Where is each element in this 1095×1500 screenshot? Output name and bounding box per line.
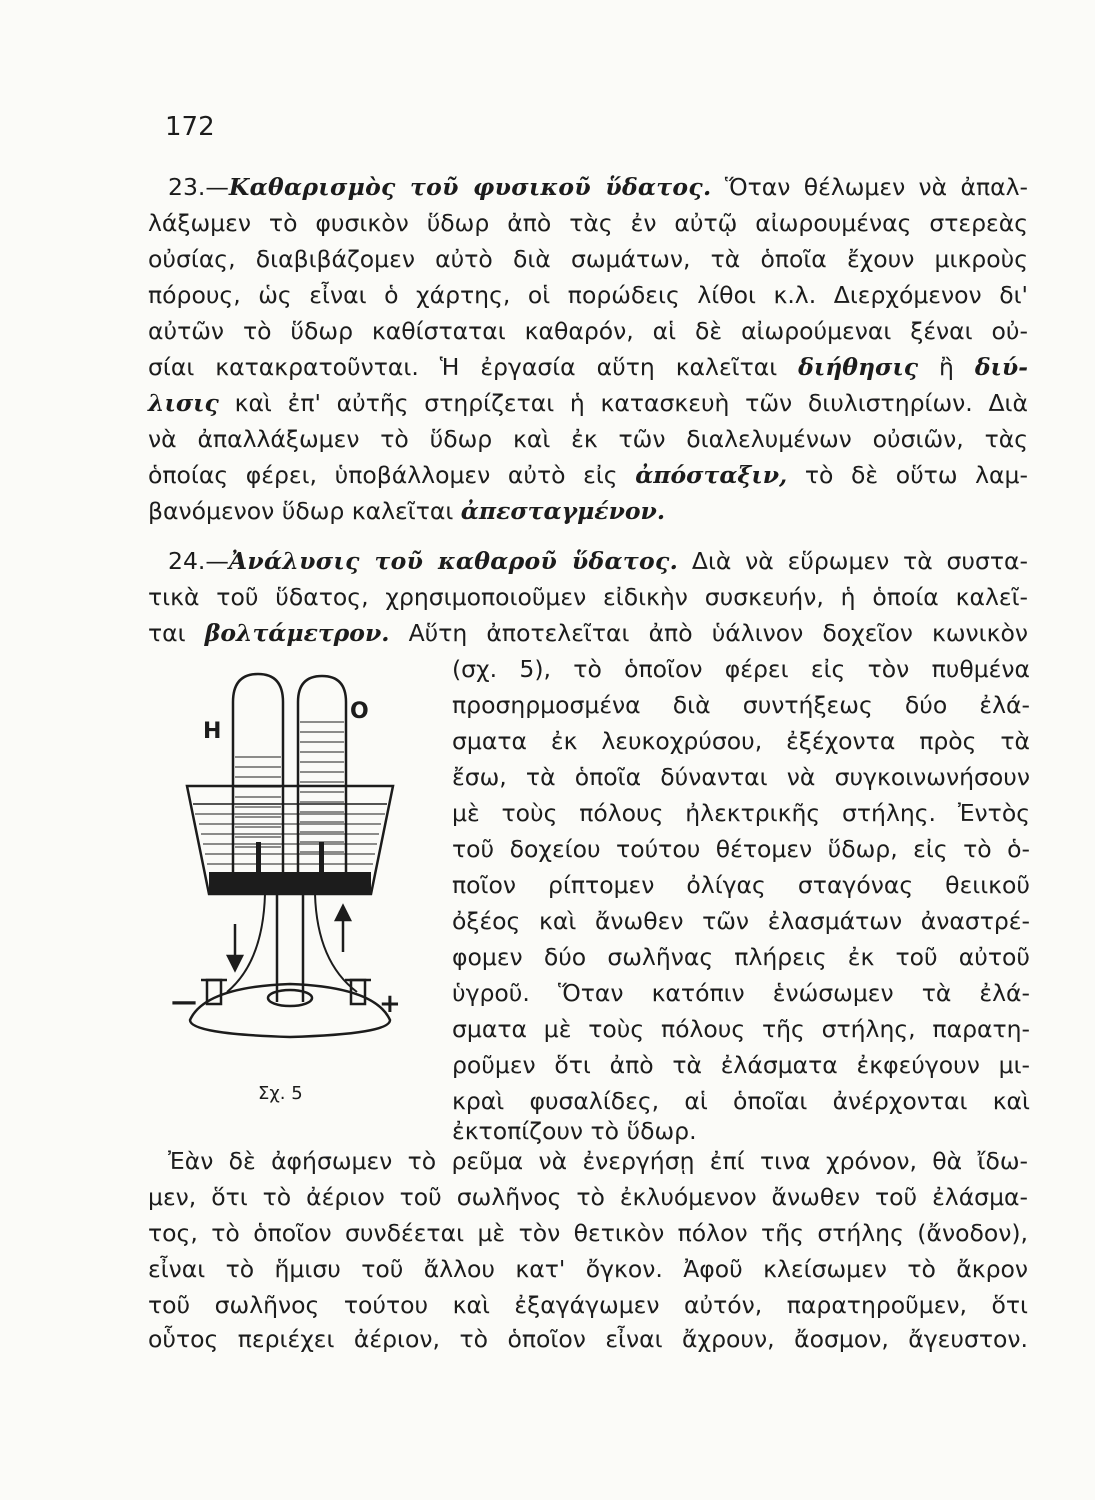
section23-text-6b: ἢ — [939, 353, 954, 381]
paragraph-line-5: τοῦ σωλῆνος τούτου καὶ ἐξαγάγωμεν αὐτόν, παρατηροῦμεν, ὅτι — [148, 1291, 1028, 1319]
section24-text-3b: Αὕτη ἀποτελεῖται ἀπὸ ὑάλινον δοχεῖον κωνικὸν — [408, 619, 1028, 647]
paragraph-line-4: εἶναι τὸ ἥμισυ τοῦ ἄλλου κατ' ὄγκον. Ἀφοῦ κλείσωμεν τὸ ἄκρον — [148, 1255, 1028, 1283]
side-line-10: ὑγροῦ. Ὅταν κατόπιν ἑνώσωμεν τὰ ἐλά- — [452, 979, 1030, 1007]
electrode-left — [256, 842, 261, 892]
term-diylisis-part1: διύ- — [974, 353, 1028, 381]
section24-heading: Ἀνάλυσις τοῦ καθαροῦ ὕδατος. — [228, 547, 679, 575]
section24-text-3a: ται — [148, 619, 186, 647]
section23-heading: Καθαρισμὸς τοῦ φυσικοῦ ὕδατος. — [228, 173, 712, 201]
section23-line-1 — [168, 169, 1028, 205]
figure-caption: Σχ. 5 — [258, 1083, 303, 1104]
section24-line-3 — [148, 615, 1028, 651]
term-diylisis-part2: λισις — [148, 389, 219, 417]
section23-text-9a: ὁποίας φέρει, ὑποβάλλομεν αὐτὸ εἰς — [148, 461, 618, 489]
section24-text-1: Διὰ νὰ εὕρωμεν τὰ συστα- — [691, 547, 1028, 575]
side-line-11: σματα μὲ τοὺς πόλους τῆς στήλης, παρατη- — [452, 1015, 1030, 1043]
side-line-9: φομεν δύο σωλῆνας πλήρεις ἐκ τοῦ αὐτοῦ — [452, 943, 1030, 971]
side-line-8: ὀξέος καὶ ἄνωθεν τῶν ἐλασμάτων ἀναστρέ- — [452, 907, 1030, 935]
side-line-2: προσηρμοσμένα διὰ συντήξεως δύο ἐλά- — [452, 691, 1030, 719]
label-oxygen: O — [350, 699, 369, 724]
side-line-14: ἐκτοπίζουν τὸ ὕδωρ. — [452, 1117, 697, 1145]
section23-line-4: πόρους, ὡς εἶναι ὁ χάρτης, οἱ πορώδεις λίθοι κ.λ. Διερχόμενον δι' — [148, 281, 1028, 309]
side-line-1: (σχ. 5), τὸ ὁποῖον φέρει εἰς τὸν πυθμένα — [452, 655, 1030, 683]
stand-base-top — [268, 990, 312, 1006]
term-diithisis: διήθησις — [798, 353, 919, 381]
section23-heading-number: 23.— — [168, 173, 229, 201]
side-line-3: σματα ἐκ λευκοχρύσου, ἐξέχοντα πρὸς τὰ — [452, 727, 1030, 755]
section23-line-2: λάξωμεν τὸ φυσικὸν ὕδωρ ἀπὸ τὰς ἐν αὐτῷ αἰωρουμένας στερεὰς — [148, 209, 1028, 237]
label-minus: — — [171, 987, 197, 1017]
section23-text-7: καὶ ἐπ' αὐτῆς στηρίζεται ἡ κατασκευὴ τῶν διυλιστηρίων. Διὰ — [234, 389, 1028, 417]
section23-line-3: οὐσίας, διαβιβάζομεν αὐτὸ διὰ σωμάτων, τὰ ὁποῖα ἔχουν μικροὺς — [148, 245, 1028, 273]
section23-line-5: αὐτῶν τὸ ὕδωρ καθίσταται καθαρόν, αἱ δὲ αἰωρούμεναι ξέναι οὐ- — [148, 317, 1028, 345]
section23-text-1: Ὅταν θέλωμεν νὰ ἀπαλ- — [724, 173, 1028, 201]
term-voltametron: βολτάμετρον. — [204, 619, 390, 647]
section23-line-10 — [148, 493, 1028, 529]
section23-text-10: βανόμενον ὕδωρ καλεῖται — [148, 497, 454, 525]
term-apestagmenon: ἀπεσταγμένον. — [460, 497, 666, 525]
section24-heading-number: 24.— — [168, 547, 229, 575]
paragraph-line-2: μεν, ὅτι τὸ ἀέριον τοῦ σωλῆνος τὸ ἐκλυόμενον ἄνωθεν τοῦ ἐλάσμα- — [148, 1183, 1028, 1211]
voltameter-figure — [165, 662, 415, 1082]
side-line-5: μὲ τοὺς πόλους ἠλεκτρικῆς στήλης. Ἐντὸς — [452, 799, 1030, 827]
section23-line-9 — [148, 457, 1028, 493]
stand-column — [277, 894, 303, 1002]
electrode-right — [319, 842, 324, 892]
page-number: 172 — [165, 112, 215, 142]
section23-line-7 — [148, 385, 1028, 421]
section23-line-8: νὰ ἀπαλλάξωμεν τὸ ὕδωρ καὶ ἐκ τῶν διαλελυμένων οὐσιῶν, τὰς — [148, 425, 1028, 453]
section24-line-2: τικὰ τοῦ ὕδατος, χρησιμοποιοῦμεν εἰδικὴν συσκευήν, ἡ ὁποία καλεῖ- — [148, 583, 1028, 611]
section23-text-9b: τὸ δὲ οὕτω λαμ- — [804, 461, 1028, 489]
section23-text-6a: σίαι κατακρατοῦνται. Ἡ ἐργασία αὕτη καλεῖται — [148, 353, 778, 381]
wire-left — [227, 894, 265, 992]
label-plus: + — [379, 989, 401, 1019]
side-line-7: ποῖον ρίπτομεν ὀλίγας σταγόνας θειικοῦ — [452, 871, 1030, 899]
side-line-6: τοῦ δοχείου τούτου θέτομεν ὕδωρ, εἰς τὸ ὁ- — [452, 835, 1030, 863]
paragraph-line-6: οὗτος περιέχει ἀέριον, τὸ ὁποῖον εἶναι ἄχρουν, ἄοσμον, ἄγευστον. — [148, 1325, 1028, 1353]
term-apostaxis: ἀπόσταξιν, — [635, 461, 788, 489]
paragraph-line-1: Ἐὰν δὲ ἀφήσωμεν τὸ ρεῦμα νὰ ἐνεργήσῃ ἐπί τινα χρόνον, θὰ ἴδω- — [168, 1147, 1028, 1175]
side-line-12: ροῦμεν ὅτι ἀπὸ τὰ ἐλάσματα ἐκφεύγουν μι- — [452, 1051, 1030, 1079]
vessel-bottom — [209, 872, 371, 894]
side-line-13: κραὶ φυσαλίδες, αἱ ὁποῖαι ἀνέρχονται καὶ — [452, 1087, 1030, 1115]
wire-right — [315, 894, 357, 992]
label-hydrogen: H — [203, 719, 222, 744]
side-line-4: ἔσω, τὰ ὁποῖα δύνανται νὰ συγκοινωνήσουν — [452, 763, 1030, 791]
paragraph-line-3: τος, τὸ ὁποῖον συνδέεται μὲ τὸν θετικὸν πόλον τῆς στήλης (ἄνοδον), — [148, 1219, 1028, 1247]
section23-line-6 — [148, 349, 1028, 385]
section24-line-1 — [168, 543, 1028, 579]
